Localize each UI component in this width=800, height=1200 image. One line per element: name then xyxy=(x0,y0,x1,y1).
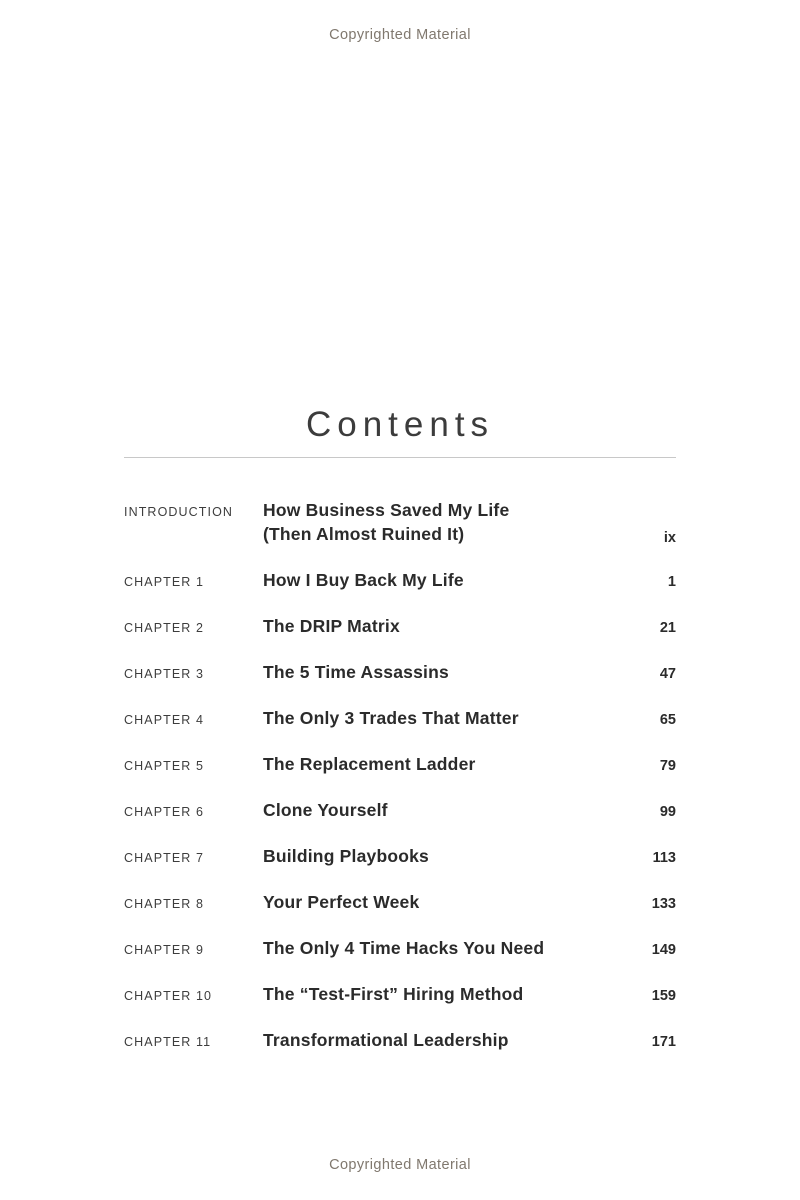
toc-entry-title: The 5 Time Assassins xyxy=(263,662,449,682)
toc-row-chapter-2 xyxy=(124,614,676,638)
toc-entry-title-line2: (Then Almost Ruined It) xyxy=(263,524,465,544)
toc-entry-page: 99 xyxy=(659,804,676,820)
table-of-contents xyxy=(124,498,676,1074)
toc-entry-title: The Replacement Ladder xyxy=(263,754,476,774)
toc-entry-page: 149 xyxy=(651,942,676,958)
toc-entry-title: The Only 3 Trades That Matter xyxy=(263,708,519,728)
toc-entry-title: Your Perfect Week xyxy=(263,892,420,912)
toc-entry-page: 171 xyxy=(651,1034,676,1050)
toc-entry-page: 21 xyxy=(659,620,676,636)
toc-entry-title: The Only 4 Time Hacks You Need xyxy=(263,938,545,958)
toc-entry-title: Transformational Leadership xyxy=(263,1030,509,1050)
toc-entry-page: 47 xyxy=(659,666,676,682)
toc-entry-title: The “Test-First” Hiring Method xyxy=(263,984,524,1004)
toc-entry-label: CHAPTER 1 xyxy=(124,575,205,589)
toc-row-chapter-8 xyxy=(124,890,676,914)
toc-entry-label: CHAPTER 3 xyxy=(124,667,205,681)
toc-entry-page: 113 xyxy=(652,850,676,866)
toc-entry-page: 133 xyxy=(651,896,676,912)
toc-row-chapter-6 xyxy=(124,798,676,822)
toc-entry-title xyxy=(263,498,652,546)
toc-entry-page: ix xyxy=(663,530,676,546)
toc-entry-page: 79 xyxy=(659,758,676,774)
toc-entry-label: CHAPTER 8 xyxy=(124,897,205,911)
toc-entry-label: CHAPTER 11 xyxy=(124,1035,212,1049)
toc-row-chapter-5 xyxy=(124,752,676,776)
toc-row-chapter-3 xyxy=(124,660,676,684)
toc-entry-label: CHAPTER 6 xyxy=(124,805,205,819)
toc-entry-title: The DRIP Matrix xyxy=(263,616,400,636)
toc-entry-title: How I Buy Back My Life xyxy=(263,570,464,590)
copyright-notice-top: Copyrighted Material xyxy=(329,27,471,43)
toc-row-introduction xyxy=(124,498,676,546)
title-divider xyxy=(124,457,676,458)
toc-entry-page: 1 xyxy=(667,574,676,590)
toc-entry-label: CHAPTER 10 xyxy=(124,989,213,1003)
toc-entry-page: 159 xyxy=(651,988,676,1004)
toc-row-chapter-7 xyxy=(124,844,676,868)
toc-entry-label: INTRODUCTION xyxy=(124,505,234,519)
copyright-notice-bottom: Copyrighted Material xyxy=(329,1157,471,1173)
toc-entry-title: Building Playbooks xyxy=(263,846,429,866)
toc-row-chapter-9 xyxy=(124,936,676,960)
toc-row-chapter-11 xyxy=(124,1028,676,1052)
toc-row-chapter-4 xyxy=(124,706,676,730)
toc-row-chapter-10 xyxy=(124,982,676,1006)
toc-entry-label: CHAPTER 7 xyxy=(124,851,205,865)
toc-entry-title: Clone Yourself xyxy=(263,800,388,820)
toc-entry-label: CHAPTER 5 xyxy=(124,759,205,773)
page-title: Contents xyxy=(305,405,495,444)
toc-entry-label: CHAPTER 2 xyxy=(124,621,205,635)
toc-entry-page: 65 xyxy=(659,712,676,728)
toc-entry-label: CHAPTER 4 xyxy=(124,713,205,727)
toc-entry-title-line1: How Business Saved My Life xyxy=(263,500,510,520)
toc-row-chapter-1 xyxy=(124,568,676,592)
toc-entry-label: CHAPTER 9 xyxy=(124,943,205,957)
